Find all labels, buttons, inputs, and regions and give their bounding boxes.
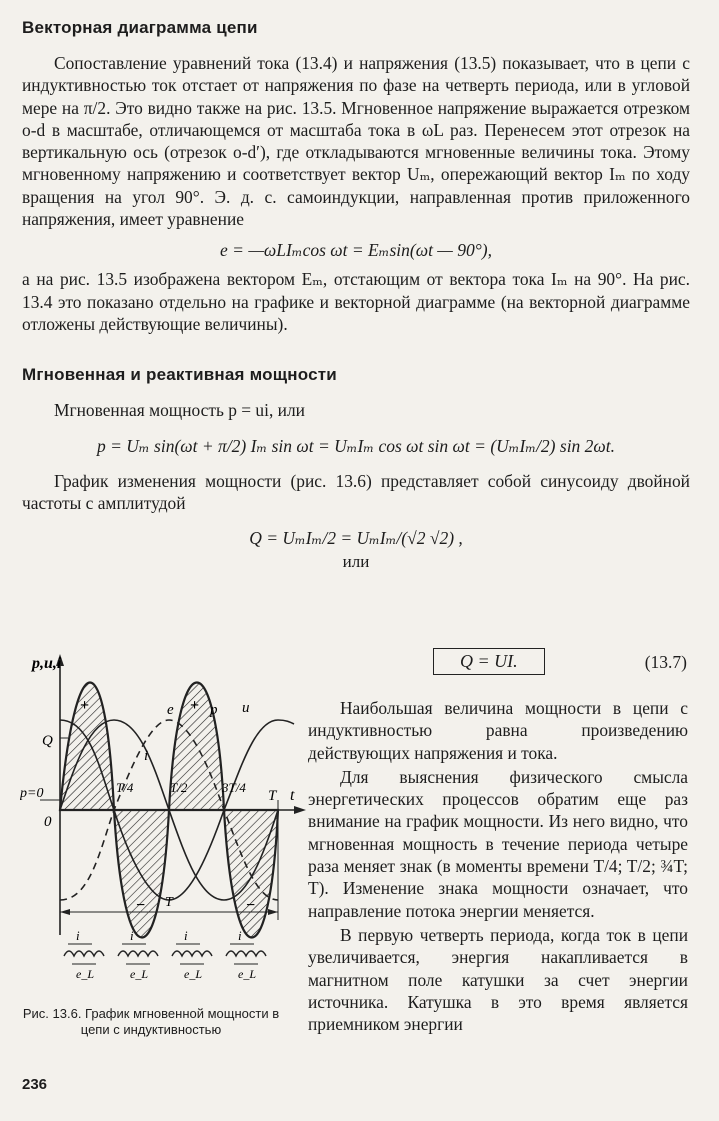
- section-heading-instant-power: Мгновенная и реактивная мощности: [22, 365, 337, 385]
- label-t-end: T: [268, 788, 277, 804]
- coil-current-label: i: [130, 928, 134, 943]
- coil-current-label: i: [238, 928, 242, 943]
- paragraph-vector-em: а на рис. 13.5 изображена вектором Eₘ, отстающим от вектора тока Iₘ на 90°. На рис. 13.4 это показано отдельно на графике и векторной диаграмме (на векторной диаграмме отложены действующие величины).: [22, 269, 690, 334]
- label-p-equals-zero: p=0: [20, 786, 44, 801]
- coil-current-label: i: [184, 928, 188, 943]
- period-arrow-right: [268, 909, 278, 915]
- coil-emf-label: e_L: [76, 967, 94, 980]
- coil-emf-label: e_L: [238, 967, 256, 980]
- period-arrow-left: [60, 909, 70, 915]
- label-three-quarters-t: 3T/4: [222, 780, 246, 795]
- label-u: u: [242, 700, 250, 716]
- figure-caption: Рис. 13.6. График мгновенной мощности в цепи с индуктивностью: [22, 1006, 280, 1037]
- sign-minus-1: −: [136, 897, 146, 914]
- paragraph-energy-processes: Для выяснения физического смысла энергетических процессов обратим еще раз внимание на график мощности. Из него видно, что мгновенная мощность в течение периода четыре раза меняет знак (в моменты времени T/4; T/2; ¾T; T). Изменение знака мощности означает, что направление потока энергии меняется.: [308, 766, 688, 921]
- paragraph-instant-power: Мгновенная мощность p = ui, или: [54, 400, 305, 421]
- label-p: p: [210, 702, 218, 718]
- label-q: Q: [42, 733, 53, 749]
- origin-label: 0: [44, 814, 52, 830]
- sign-plus-2: +: [190, 697, 200, 714]
- axis-label-t: t: [290, 787, 295, 804]
- section-heading-vector-diagram: Векторная диаграмма цепи: [22, 18, 258, 37]
- word-or: или: [342, 552, 370, 572]
- label-t-period: T: [165, 895, 173, 910]
- coil-diagram-1: [64, 928, 104, 980]
- paragraph-current-voltage-comparison: Сопоставление уравнений тока (13.4) и напряжения (13.5) показывает, что в цепи с индуктивностью ток отстает от напряжения по фазе на четверть периода, или в угловой мере на π/2. Это видно также на рис. 13.5. Мгновенное напряжение выражается отрезком o-d в масштабе, отличающемся от масштаба тока в ωL раз. Перенесем этот отрезок на вертикальную ось (отрезок o-d′), где откладываются мгновенные величины тока. Этому мгновенному напряжению и соответствует вектор Uₘ, опережающий вектор Iₘ по ходу вращения на угол 90°. Э. д. с. самоиндукции, направленная против приложенного напряжения, имеет уравнение: [22, 53, 690, 230]
- boxed-formula-q-ui: Q = UI.: [433, 648, 545, 675]
- coil-current-label: i: [76, 928, 80, 943]
- paragraph-first-quarter: В первую четверть периода, когда ток в цепи увеличивается, энергия накапливается в магнитном поле катушки за счет энергии источника. Катушка в это время является приемником энергии: [308, 924, 688, 1035]
- label-e: e: [167, 702, 174, 718]
- paragraph-power-graph: График изменения мощности (рис. 13.6) представляет собой синусоиду двойной частоты с амплитудой: [22, 470, 690, 513]
- axis-label-piu: p,u,i: [32, 655, 62, 672]
- paragraph-max-power: Наибольшая величина мощности в цепи с индуктивностью равна произведению действующих напряжения и тока.: [308, 698, 688, 763]
- sign-plus-1: +: [80, 697, 90, 714]
- formula-power-expansion: p = Uₘ sin(ωt + π/2) Iₘ sin ωt = UₘIₘ cos ωt sin ωt = (UₘIₘ/2) sin 2ωt.: [96, 435, 616, 456]
- coil-diagram-4: [226, 928, 266, 980]
- page-number: 236: [22, 1076, 48, 1093]
- sign-minus-2: −: [246, 897, 256, 914]
- formula-self-induction-emf: e = —ωLIₘcos ωt = Eₘsin(ωt — 90°),: [220, 240, 492, 261]
- t-axis-arrow: [294, 806, 306, 814]
- coil-emf-label: e_L: [130, 967, 148, 980]
- coil-diagram-3: [172, 928, 212, 980]
- label-i: i: [144, 748, 149, 764]
- equation-number: (13.7): [644, 652, 687, 672]
- figure-power-graph: [20, 650, 310, 980]
- label-t-quarter: T/4: [116, 780, 134, 795]
- power-lobe-negative-1: [114, 810, 169, 938]
- coil-emf-label: e_L: [184, 967, 202, 980]
- formula-amplitude-q: Q = UₘIₘ/2 = UₘIₘ/(√2 √2) ,: [249, 528, 463, 549]
- label-t-half: T/2: [170, 780, 188, 795]
